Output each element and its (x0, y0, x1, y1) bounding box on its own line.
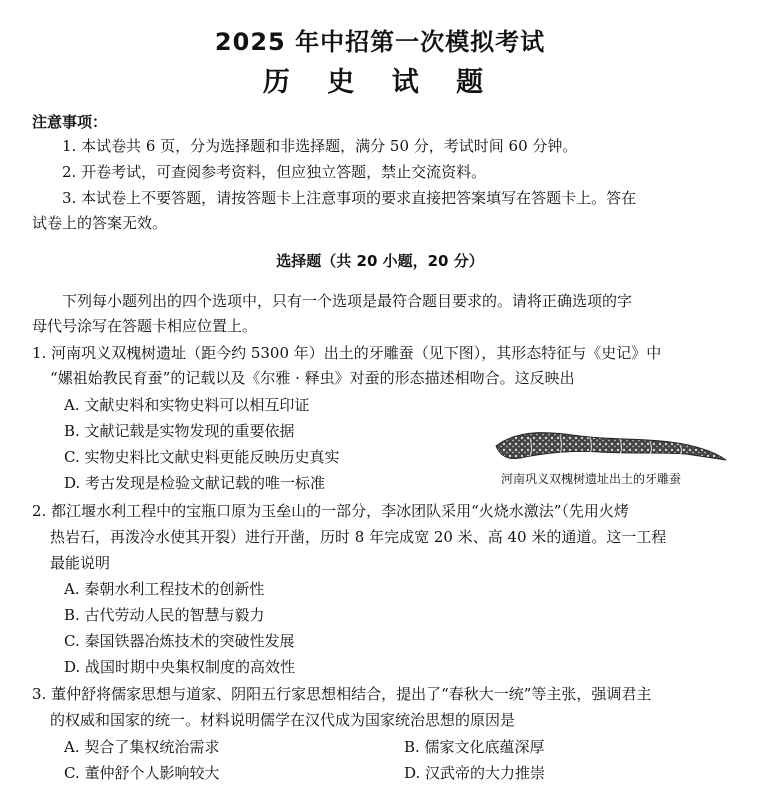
question-3-option-d: D. 汉武帝的大力推崇 (404, 764, 546, 782)
question-1-option-c: C. 实物史料比文献史料更能反映历史真实 (64, 448, 340, 466)
figure-caption: 河南巩义双槐树遗址出土的牙雕蚕 (500, 472, 681, 486)
question-2-stem-end: 最能说明 (50, 554, 111, 572)
question-2-stem-continued: 热岩石，再泼冷水使其开裂）进行开凿，历时 8 年完成宽 20 米、高 40 米的通道。这一工程 (50, 528, 667, 546)
section-instruction-continued: 母代号涂写在答题卡相应位置上。 (32, 317, 258, 335)
question-1-stem-continued: “嫘祖始教民育蚕”的记载以及《尔雅 · 释虫》对蚕的形态描述相吻合。这反映出 (50, 369, 575, 387)
question-2-option-c: C. 秦国铁器冶炼技术的突破性发展 (64, 632, 295, 650)
question-3-stem: 3. 董仲舒将儒家思想与道家、阴阳五行家思想相结合，提出了“春秋大一统”等主张，强调君主 (32, 685, 652, 703)
question-2-option-a: A. 秦朝水利工程技术的创新性 (64, 580, 265, 598)
section-instruction: 下列每小题列出的四个选项中，只有一个选项是最符合题目要求的。请将正确选项的字 (62, 292, 633, 310)
exam-title: 2025 年中招第一次模拟考试 (214, 28, 546, 56)
notice-item-3-continued: 试卷上的答案无效。 (32, 214, 168, 232)
question-3-option-a: A. 契合了集权统治需求 (64, 738, 220, 756)
question-1-option-a: A. 文献史料和实物史料可以相互印证 (64, 396, 310, 414)
question-1-option-d: D. 考古发现是检验文献记载的唯一标准 (64, 474, 326, 492)
notice-item-1: 1. 本试卷共 6 页，分为选择题和非选择题，满分 50 分，考试时间 60 分钟。 (62, 137, 578, 155)
section-heading: 选择题（共 20 小题，20 分） (276, 252, 484, 270)
notice-item-3: 3. 本试卷上不要答题，请按答题卡上注意事项的要求直接把答案填写在答题卡上。答在 (62, 189, 637, 207)
question-1-stem: 1. 河南巩义双槐树遗址（距今约 5300 年）出土的牙雕蚕（见下图），其形态特征与《史记》中 (32, 344, 662, 362)
question-2-option-b: B. 古代劳动人民的智慧与毅力 (64, 606, 265, 624)
notice-heading: 注意事项： (32, 113, 108, 131)
notice-item-2: 2. 开卷考试，可查阅参考资料，但应独立答题，禁止交流资料。 (62, 163, 487, 181)
question-2-option-d: D. 战国时期中央集权制度的高效性 (64, 658, 296, 676)
question-3-option-b: B. 儒家文化底蕴深厚 (404, 738, 545, 756)
question-3-option-c: C. 董仲舒个人影响较大 (64, 764, 220, 782)
question-1-option-b: B. 文献记载是实物发现的重要依据 (64, 422, 295, 440)
question-2-stem: 2. 都江堰水利工程中的宝瓶口原为玉垒山的一部分，李冰团队采用“火烧水激法”（先用火烤 (32, 502, 629, 520)
subject-title: 历 史 试 题 (262, 67, 498, 98)
question-3-stem-continued: 的权威和国家的统一。材料说明儒学在汉代成为国家统治思想的原因是 (50, 711, 516, 729)
